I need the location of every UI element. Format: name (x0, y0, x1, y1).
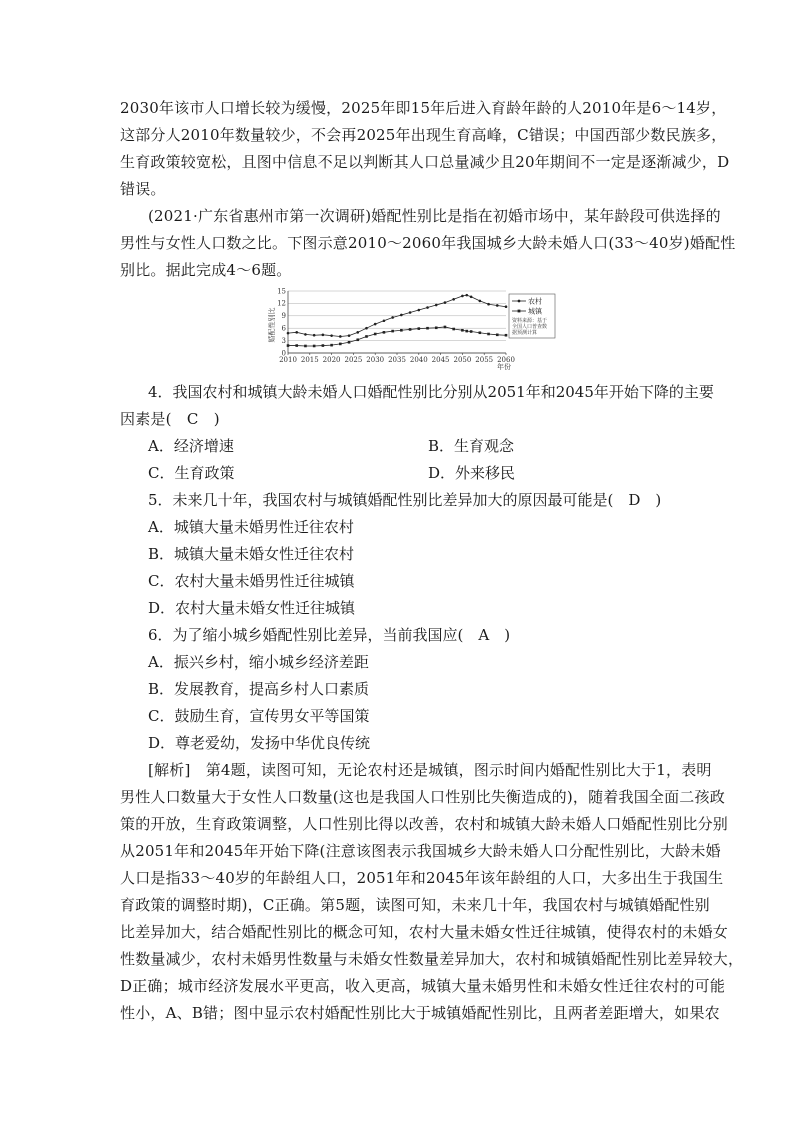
chart-x-axis-label: 年份 (497, 363, 511, 371)
chart-y-axis-label: 婚配性别比 (268, 307, 276, 343)
data-point-urban (409, 328, 412, 331)
data-point-rural (435, 304, 438, 307)
analysis-line: 比差异加大，结合婚配性别比的概念可知，农村大量未婚女性迁往城镇，使得农村的未婚女 (120, 923, 729, 941)
legend-label-urban: 城镇 (528, 307, 542, 316)
data-point-urban (295, 344, 298, 347)
chart-y-tick-label: 3 (281, 336, 286, 345)
chart-y-tick-label: 9 (281, 312, 286, 321)
data-point-urban (496, 334, 499, 337)
data-point-rural (461, 295, 464, 298)
chart-y-tick-label: 0 (281, 349, 286, 358)
data-point-urban (452, 328, 455, 331)
legend-marker-urban (518, 310, 521, 313)
chart-x-tick-label: 2015 (300, 356, 319, 364)
data-point-rural (465, 294, 468, 297)
chart-x-tick-label: 2030 (366, 356, 385, 364)
data-point-rural (330, 334, 333, 337)
data-point-rural (339, 335, 342, 338)
data-point-rural (479, 300, 482, 303)
data-point-urban (383, 331, 386, 334)
data-point-rural (487, 303, 490, 306)
analysis-line: D正确；城市经济发展水平更高，收入更高，城镇大量未婚男性和未婚女性迁往农村的可能 (120, 977, 726, 995)
top-paragraph-line: 生育政策较宽松，且图中信息不足以判断其人口总量减少且20年期间不一定是逐渐减少，D (120, 153, 730, 171)
analysis-line: 从2051年和2045年开始下降(注意该图表示我国城乡大龄未婚人口分配性别比，大龄未婚 (120, 842, 721, 860)
chart-y-tick-label: 15 (277, 287, 286, 296)
data-point-urban (313, 345, 316, 348)
analysis-line: 男性人口数量大于女性人口数量(这也是我国人口性别比失衡造成的)，随着我国全面二孩政 (120, 788, 725, 806)
data-point-rural (400, 314, 403, 317)
question-4-option-a: A．经济增速 (148, 437, 234, 455)
legend-marker-rural (518, 300, 521, 303)
data-point-rural (374, 323, 377, 326)
question-5-stem: 5．未来几十年，我国农村与城镇婚配性别比差异加大的原因最可能是( D ) (148, 491, 662, 509)
legend-label-rural: 农村 (528, 297, 542, 306)
data-point-rural (313, 334, 316, 337)
data-point-rural (452, 298, 455, 301)
data-point-urban (400, 329, 403, 332)
question-6-option-b: B．发展教育，提高乡村人口素质 (148, 680, 370, 698)
data-point-rural (505, 305, 508, 308)
chart-x-tick-label: 2045 (431, 356, 450, 364)
question-4-option-c: C．生育政策 (148, 464, 235, 482)
data-point-urban (322, 344, 325, 347)
data-point-urban (505, 334, 508, 337)
data-point-urban (348, 341, 351, 344)
analysis-line: [解析] 第4题，读图可知，无论农村还是城镇，图示时间内婚配性别比大于1，表明 (148, 761, 712, 779)
data-point-urban (304, 345, 307, 348)
question-6-option-c: C．鼓励生育，宣传男女平等国策 (148, 707, 370, 725)
data-point-rural (444, 301, 447, 304)
series-line-urban (288, 327, 506, 346)
chart-x-tick-label: 2055 (475, 356, 494, 364)
data-point-urban (391, 330, 394, 333)
intro-paragraph-line: (2021·广东省惠州市第一次调研)婚配性别比是指在初婚市场中，某年龄段可供选择的 (148, 207, 721, 225)
data-point-rural (409, 311, 412, 314)
data-point-urban (435, 326, 438, 329)
question-5-option-b: B．城镇大量未婚女性迁往农村 (148, 545, 355, 563)
chart-x-tick-label: 2035 (388, 356, 406, 364)
analysis-line: 性数量减少，农村未婚男性数量与未婚女性数量差异加大，农村和城镇婚配性别比差异较大， (120, 950, 744, 968)
question-5-option-a: A．城镇大量未婚男性迁往农村 (148, 518, 354, 536)
data-point-urban (418, 327, 421, 330)
data-point-rural (356, 331, 359, 334)
chart-x-tick-label: 2050 (453, 356, 472, 364)
data-point-urban (330, 344, 333, 347)
chart-source-note: 据预测计算 (512, 330, 538, 336)
data-point-urban (465, 330, 468, 333)
analysis-line: 性小，A、B错；图中显示农村婚配性别比大于城镇婚配性别比，且两者差距增大，如果农 (120, 1004, 720, 1022)
intro-paragraph-line: 别比。据此完成4～6题。 (120, 261, 292, 279)
data-point-rural (496, 304, 499, 307)
sex-ratio-chart (268, 285, 558, 371)
data-point-rural (287, 332, 290, 335)
data-point-rural (322, 334, 325, 337)
data-point-urban (356, 338, 359, 341)
chart-y-tick-label: 12 (277, 299, 286, 308)
data-point-urban (479, 331, 482, 334)
question-4-stem: 4．我国农村和城镇大龄未婚人口婚配性别比分别从2051年和2045年开始下降的主要 (148, 383, 714, 401)
question-5-option-d: D．农村大量未婚女性迁往城镇 (148, 599, 356, 617)
data-point-urban (461, 329, 464, 332)
data-point-rural (426, 306, 429, 309)
analysis-line: 育政策的调整时期)，C正确。第5题，读图可知，未来几十年，我国农村与城镇婚配性别 (120, 896, 710, 914)
data-point-urban (374, 333, 377, 336)
analysis-line: 策的开放，生育政策调整，人口性别比得以改善，农村和城镇大龄未婚人口婚配性别比分别 (120, 815, 729, 833)
chart-x-tick-label: 2025 (344, 356, 363, 364)
chart-x-tick-label: 2040 (409, 356, 428, 364)
data-point-rural (365, 327, 368, 330)
question-5-option-c: C．农村大量未婚男性迁往城镇 (148, 572, 355, 590)
chart-source-note: 全国人口普查数 (512, 324, 548, 330)
data-point-rural (304, 333, 307, 336)
top-paragraph-line: 这部分人2010年数量较少，不会再2025年出现生育高峰，C错误；中国西部少数民族多， (120, 126, 727, 144)
data-point-rural (470, 295, 473, 298)
question-6-stem: 6．为了缩小城乡婚配性别比差异，当前我国应( A ) (148, 626, 511, 644)
chart-x-tick-label: 2060 (497, 356, 515, 364)
data-point-rural (348, 334, 351, 337)
question-4-stem: 因素是( C ) (120, 410, 220, 428)
chart-x-tick-label: 2020 (322, 356, 341, 364)
question-4-option-b: B．生育观念 (428, 437, 515, 455)
data-point-urban (365, 335, 368, 338)
data-point-rural (391, 316, 394, 319)
data-point-urban (339, 343, 342, 346)
question-6-option-a: A．振兴乡村，缩小城乡经济差距 (148, 653, 369, 671)
data-point-urban (444, 326, 447, 329)
question-4-option-d: D．外来移民 (428, 464, 516, 482)
data-point-rural (383, 319, 386, 322)
data-point-urban (487, 333, 490, 336)
top-paragraph-line: 2030年该市人口增长较为缓慢，2025年即15年后进入育龄年龄的人2010年是6～14岁， (120, 99, 727, 117)
intro-paragraph-line: 男性与女性人口数之比。下图示意2010～2060年我国城乡大龄未婚人口(33～40岁)婚配性 (120, 234, 736, 252)
data-point-urban (287, 344, 290, 347)
question-6-option-d: D．尊老爱幼，发扬中华优良传统 (148, 734, 371, 752)
data-point-rural (418, 309, 421, 312)
chart-source-note: 资料来源：基于 (512, 318, 548, 324)
chart-svg (268, 285, 558, 371)
data-point-urban (426, 327, 429, 330)
data-point-urban (470, 330, 473, 333)
chart-y-tick-label: 6 (281, 324, 286, 333)
analysis-line: 人口是指33～40岁的年龄组人口，2051年和2045年该年龄组的人口，大多出生于我国生 (120, 869, 724, 887)
top-paragraph-line: 错误。 (120, 180, 166, 198)
chart-x-tick-label: 2010 (279, 356, 297, 364)
data-point-rural (295, 331, 298, 334)
